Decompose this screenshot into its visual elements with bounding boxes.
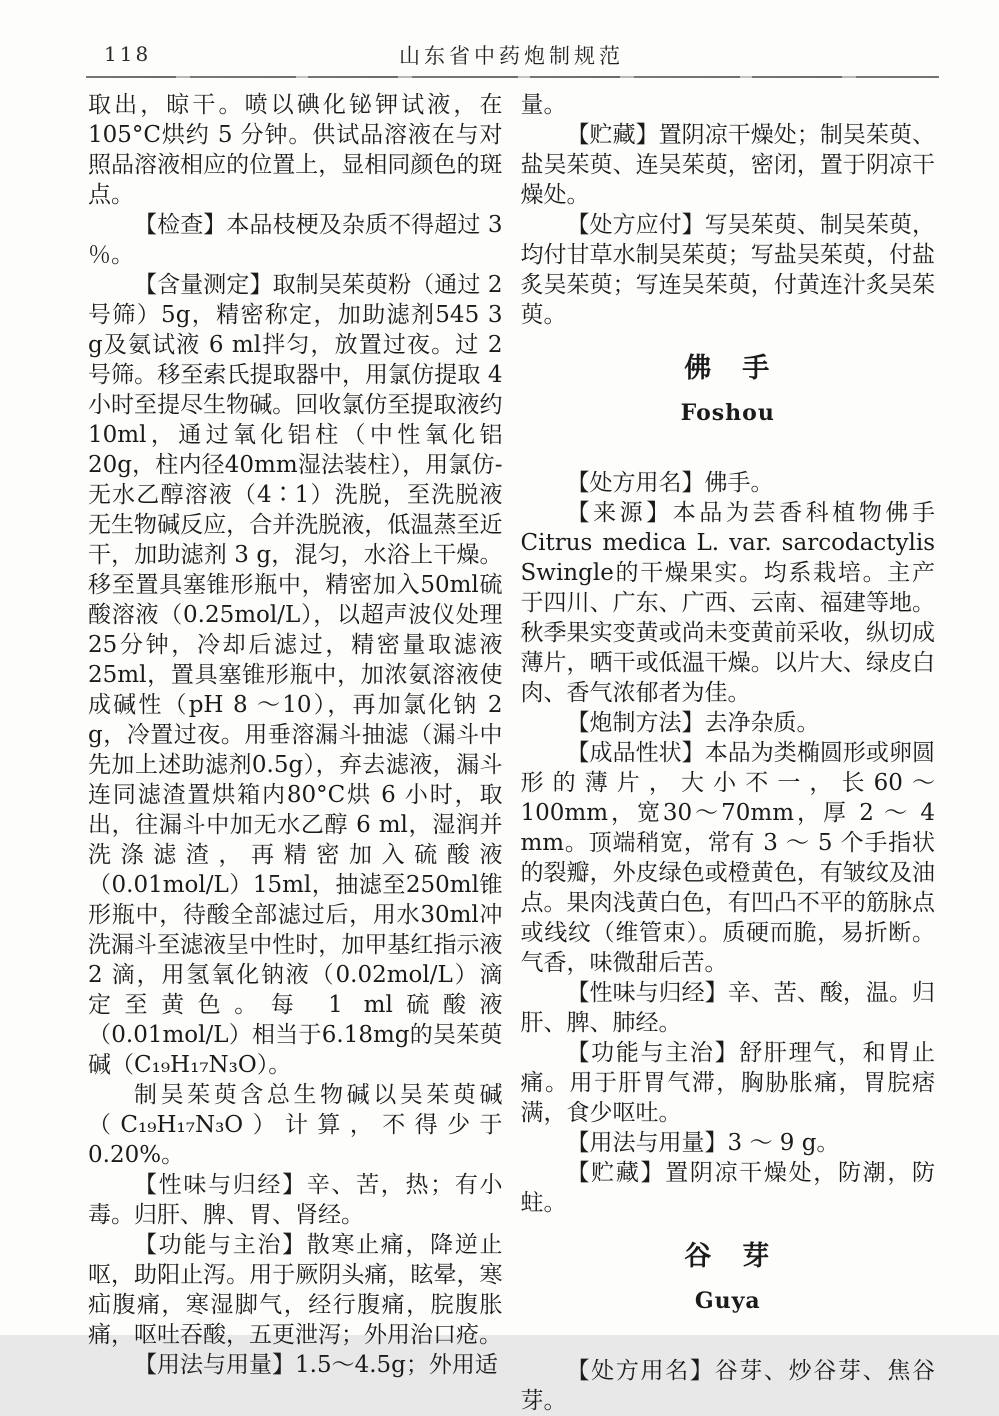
paragraph: 【来源】本品为芸香科植物佛手Citrus medica L. var. sarcodactylis Swingle的干燥果实。均系栽培。主产于四川、广东、广西、云南、福建等地。秋季果实变黄或尚未变黄前采收，纵切成薄片，晒干或低温干燥。以片大、绿皮白肉、香气浓郁者为佳。 <box>520 500 935 706</box>
paragraph: 【含量测定】取制吴茱萸粉（通过 2 号筛）5g，精密称定，加助滤剂545 3 g及氨试液 6 ml拌匀，放置过夜。过 2 号筛。移至索氏提取器中，用氯仿提取 4 小时至提尽生物碱。回收氯仿至提取液约10ml，通过氧化铝柱（中性氧化铝20g，柱内径40mm湿法装柱），用氯仿-无水乙醇溶液（4∶1）洗脱，至洗脱液无生物碱反应，合并洗脱液，低温蒸至近干，加助滤剂 3 g，混匀，水浴上干燥。移至置具塞锥形瓶中，精密加入50ml硫酸溶液（0.25mol/L），以超声波仪处理25分钟，冷却后滤过，精密量取滤液25ml，置具塞锥形瓶中，加浓氨溶液使成碱性（pH 8 ～10），再加氯化钠 2 g，冷置过夜。用垂溶漏斗抽滤（漏斗中先加上述助滤剂0.5g），弃去滤液，漏斗连同滤渣置烘箱内80°C烘 6 小时，取出，往漏斗中加无水乙醇 6 ml，湿润并洗涤滤渣，再精密加入硫酸液（0.01mol/L）15ml，抽滤至250ml锥形瓶中，待酸全部滤过后，用水30ml冲洗漏斗至滤液呈中性时，加甲基红指示液 2 滴，用氢氧化钠液（0.02mol/L）滴定至黄色。每 1 ml硫酸液（0.01mol/L）相当于6.18mg的吴茱萸碱（C₁₉H₁₇N₃O）。 <box>88 272 503 1078</box>
paragraph: 【功能与主治】舒肝理气，和胃止痛。用于肝胃气滞，胸胁胀痛，胃脘痞满，食少呕吐。 <box>520 1040 935 1126</box>
paragraph: 【成品性状】本品为类椭圆形或卵圆形的薄片，大小不一，长60～100mm，宽30～70mm，厚 2 ～ 4 mm。顶端稍宽，常有 3 ～ 5 个手指状的裂瓣，外皮绿色或橙黄色，有皱纹及油点。果肉浅黄白色，有凹凸不平的筋脉点或线纹（维管束）。质硬而脆，易折断。气香，味微甜后苦。 <box>520 740 935 976</box>
monograph-pinyin: Foshou <box>680 400 775 426</box>
paragraph: 【性味与归经】辛、苦、酸，温。归肝、脾、肺经。 <box>520 980 935 1036</box>
paragraph: 【功能与主治】散寒止痛，降逆止呕，助阳止泻。用于厥阴头痛，眩晕，寒疝腹痛，寒湿脚气，经行腹痛，脘腹胀痛，呕吐吞酸，五更泄泻；外用治口疮。 <box>88 1232 503 1348</box>
paragraph: 【处方应付】写吴茱萸、制吴茱萸，均付甘草水制吴茱萸；写盐吴茱萸，付盐炙吴茱萸；写连吴茱萸，付黄连汁炙吴茱萸。 <box>520 212 935 328</box>
monograph-pinyin: Guya <box>694 1288 761 1314</box>
monograph-title: 谷 芽 <box>684 1241 772 1272</box>
paragraph: 制吴茱萸含总生物碱以吴茱萸碱（C₁₉H₁₇N₃O）计算，不得少于0.20%。 <box>88 1082 503 1168</box>
page-header <box>88 40 935 70</box>
paragraph: 【用法与用量】3 ～ 9 g。 <box>566 1130 840 1156</box>
left-column <box>88 90 503 1416</box>
page-number: 118 <box>104 42 152 66</box>
paragraph: 【性味与归经】辛、苦，热；有小毒。归肝、脾、胃、肾经。 <box>88 1172 503 1228</box>
paragraph: 【贮藏】置阴凉干燥处，防潮，防蛀。 <box>520 1160 935 1216</box>
paragraph: 量。 <box>520 92 567 118</box>
paragraph: 【处方用名】佛手。 <box>566 470 774 496</box>
header-rule <box>86 76 939 78</box>
monograph-title: 佛 手 <box>684 353 772 384</box>
book-title: 山东省中药炮制规范 <box>399 44 624 68</box>
right-column <box>521 90 936 1416</box>
text-columns <box>88 90 935 1416</box>
paragraph: 【贮藏】置阴凉干燥处；制吴茱萸、盐吴茱萸、连吴茱萸，密闭，置于阴凉干燥处。 <box>520 122 935 208</box>
paragraph: 【处方用名】谷芽、炒谷芽、焦谷芽。 <box>520 1358 935 1414</box>
paragraph: 【检查】本品枝梗及杂质不得超过 3 ％。 <box>88 212 503 268</box>
paragraph: 【炮制方法】去净杂质。 <box>566 710 820 736</box>
paragraph: 取出，晾干。喷以碘化铋钾试液，在105°C烘约 5 分钟。供试品溶液在与对照品溶液相应的位置上，显相同颜色的斑点。 <box>88 92 503 208</box>
paragraph: 【用法与用量】1.5～4.5g；外用适 <box>134 1352 498 1378</box>
